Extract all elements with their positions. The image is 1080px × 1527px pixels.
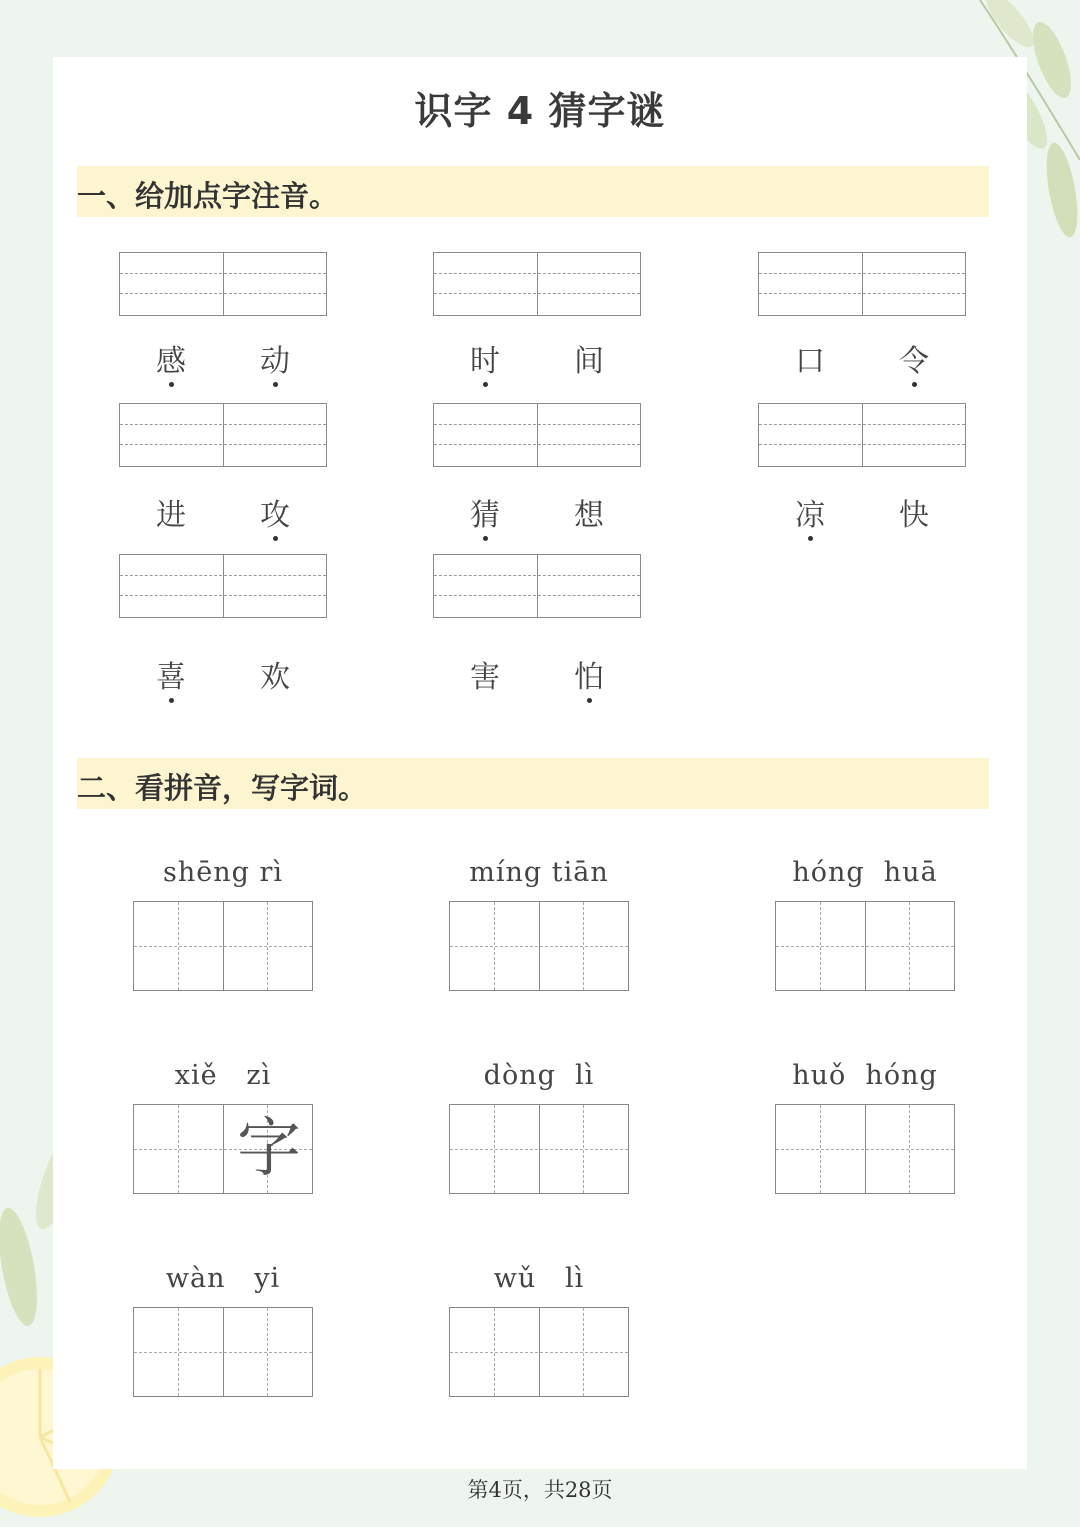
word-char-left: 口 xyxy=(795,344,825,379)
guide-line xyxy=(450,1149,628,1150)
guide-line xyxy=(759,424,965,425)
word-char-right: 间 xyxy=(574,344,604,379)
word-char-left: 感 xyxy=(156,344,186,379)
tianzige-writing-grid[interactable] xyxy=(449,901,629,991)
pinyin-prompt: hóng huā xyxy=(792,857,938,888)
guide-line xyxy=(434,293,640,294)
pinyin-prompt: wàn yi xyxy=(165,1263,281,1294)
pinyin-answer-box[interactable] xyxy=(433,403,641,467)
section-1-heading: 一、给加点字注音。 xyxy=(77,179,339,213)
guide-line xyxy=(434,444,640,445)
word-char-left: 时 xyxy=(470,344,500,379)
tianzige-writing-grid[interactable] xyxy=(775,1104,955,1194)
guide-line xyxy=(434,273,640,274)
word-char-right: 怕 xyxy=(574,660,604,695)
vocabulary-word xyxy=(758,336,966,379)
pinyin-prompt: míng tiān xyxy=(469,857,609,888)
box-divider xyxy=(223,404,224,466)
vocabulary-word xyxy=(433,490,641,533)
vocabulary-word xyxy=(433,336,641,379)
guide-line xyxy=(759,293,965,294)
guide-line xyxy=(434,424,640,425)
guide-line xyxy=(450,1352,628,1353)
emphasis-dot xyxy=(169,698,174,703)
guide-line xyxy=(134,1352,312,1353)
emphasis-dot xyxy=(483,382,488,387)
guide-line xyxy=(759,273,965,274)
word-char-left: 进 xyxy=(156,498,186,533)
vocabulary-word xyxy=(119,336,327,379)
word-char-right: 快 xyxy=(899,498,929,533)
tianzige-writing-grid[interactable] xyxy=(133,1104,313,1194)
tianzige-writing-grid[interactable] xyxy=(133,1307,313,1397)
pinyin-answer-box[interactable] xyxy=(758,252,966,316)
pinyin-answer-box[interactable] xyxy=(119,403,327,467)
guide-line xyxy=(120,424,326,425)
word-char-right: 想 xyxy=(574,498,604,533)
word-char-left: 凉 xyxy=(795,498,825,533)
pinyin-answer-box[interactable] xyxy=(119,554,327,618)
tianzige-writing-grid[interactable] xyxy=(775,901,955,991)
tianzige-writing-grid[interactable] xyxy=(449,1307,629,1397)
box-divider xyxy=(862,253,863,315)
vocabulary-word xyxy=(119,490,327,533)
word-char-left: 猜 xyxy=(470,498,500,533)
page-title: 识字 4 猜字谜 xyxy=(414,89,666,133)
emphasis-dot xyxy=(912,382,917,387)
word-char-left: 喜 xyxy=(156,660,186,695)
pinyin-prompt: dòng lì xyxy=(483,1060,595,1091)
vocabulary-word xyxy=(758,490,966,533)
guide-line xyxy=(776,946,954,947)
guide-line xyxy=(776,1149,954,1150)
guide-line xyxy=(120,575,326,576)
section-2-header xyxy=(77,758,989,809)
vocabulary-word xyxy=(433,652,641,695)
guide-line xyxy=(434,575,640,576)
word-char-left: 害 xyxy=(470,660,500,695)
box-divider xyxy=(223,253,224,315)
pinyin-prompt: xiě zì xyxy=(174,1060,272,1091)
emphasis-dot xyxy=(273,536,278,541)
sample-character: 字 xyxy=(237,1112,301,1186)
box-divider xyxy=(537,253,538,315)
pinyin-answer-box[interactable] xyxy=(758,403,966,467)
page-number: 第4页，共28页 xyxy=(467,1478,613,1502)
word-char-right: 动 xyxy=(260,344,290,379)
box-divider xyxy=(223,555,224,617)
guide-line xyxy=(759,444,965,445)
pinyin-prompt: wǔ lì xyxy=(493,1263,585,1294)
pinyin-answer-box[interactable] xyxy=(119,252,327,316)
emphasis-dot xyxy=(808,536,813,541)
pinyin-prompt: shēng rì xyxy=(162,857,284,888)
emphasis-dot xyxy=(273,382,278,387)
box-divider xyxy=(537,555,538,617)
section-2-heading: 二、看拼音，写字词。 xyxy=(77,771,368,805)
vocabulary-word xyxy=(119,652,327,695)
guide-line xyxy=(134,946,312,947)
guide-line xyxy=(450,946,628,947)
box-divider xyxy=(862,404,863,466)
guide-line xyxy=(434,595,640,596)
emphasis-dot xyxy=(169,382,174,387)
guide-line xyxy=(120,595,326,596)
pinyin-answer-box[interactable] xyxy=(433,554,641,618)
section-1-header xyxy=(77,166,989,217)
guide-line xyxy=(120,273,326,274)
pinyin-prompt: huǒ hóng xyxy=(792,1060,938,1091)
box-divider xyxy=(537,404,538,466)
guide-line xyxy=(120,444,326,445)
tianzige-writing-grid[interactable] xyxy=(449,1104,629,1194)
guide-line xyxy=(120,293,326,294)
word-char-right: 令 xyxy=(899,344,929,379)
emphasis-dot xyxy=(483,536,488,541)
word-char-right: 攻 xyxy=(260,498,290,533)
emphasis-dot xyxy=(587,698,592,703)
pinyin-answer-box[interactable] xyxy=(433,252,641,316)
tianzige-writing-grid[interactable] xyxy=(133,901,313,991)
word-char-right: 欢 xyxy=(260,660,290,695)
